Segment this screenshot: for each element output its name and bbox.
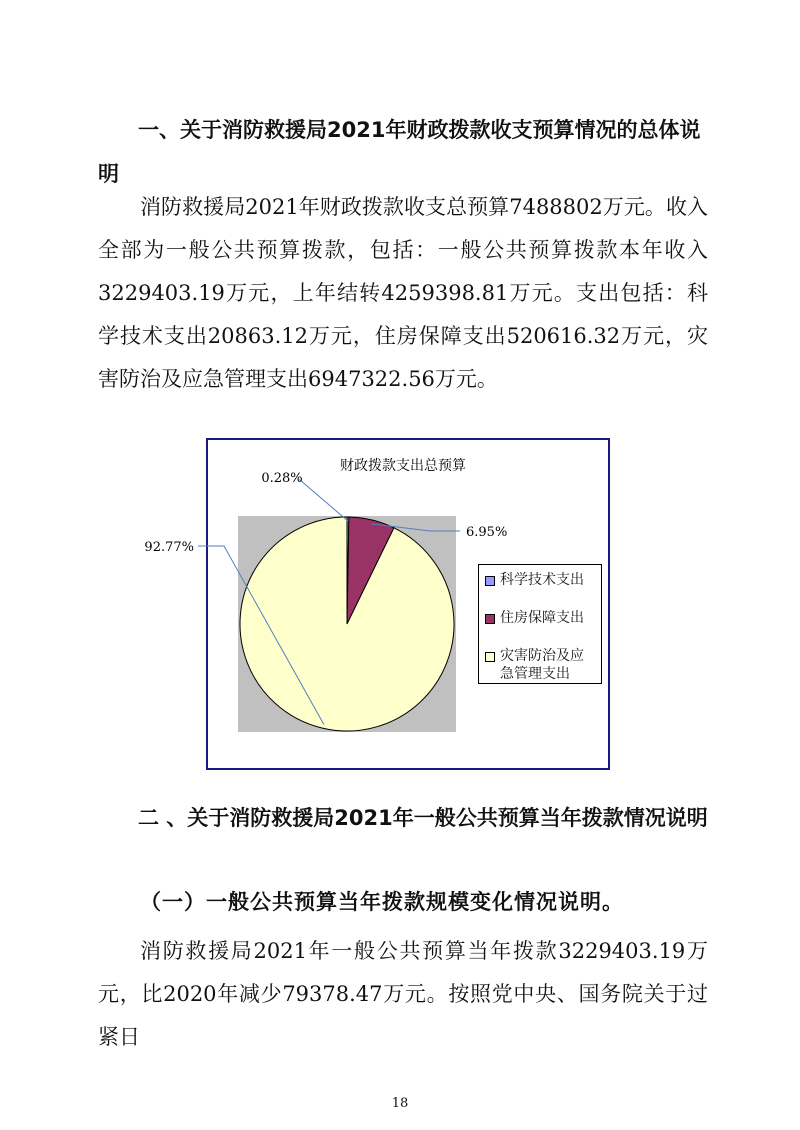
legend-label-disaster-line1: 灾害防治及应 [500, 648, 584, 664]
legend-label-science: 科学技术支出 [500, 572, 584, 588]
legend-swatch-housing [485, 614, 495, 624]
section2-paragraph: 消防救援局2021年一般公共预算当年拨款3229403.19万元，比2020年减少79378.47万元。按照党中央、国务院关于过紧日 [98, 939, 708, 1049]
legend-label-disaster-line2: 急管理支出 [500, 666, 570, 682]
legend-swatch-science [485, 576, 495, 586]
chart-legend [478, 564, 602, 684]
data-label: 0.28% [261, 471, 303, 486]
legend-label-housing: 住房保障支出 [500, 610, 584, 626]
section1-heading: 一、关于消防救援局2021年财政拨款收支预算情况的总体说明 [98, 118, 701, 186]
legend-item-housing [485, 609, 584, 627]
data-label: 92.77% [144, 540, 194, 555]
legend-swatch-disaster [485, 652, 495, 662]
legend-item-science [485, 571, 584, 589]
pie-chart-frame [144, 438, 610, 770]
page-number: 18 [391, 1096, 409, 1111]
legend-item-disaster [485, 647, 584, 683]
section2-heading: 二 、关于消防救援局2021年一般公共预算当年拨款情况说明 [138, 806, 708, 830]
section2-subheading: （一）一般公共预算当年拨款规模变化情况说明。 [140, 889, 624, 914]
leader-line [298, 480, 348, 521]
chart-title: 财政拨款支出总预算 [340, 458, 466, 474]
pie-slice [240, 517, 454, 731]
data-label: 6.95% [466, 525, 508, 540]
legend-label-disaster [500, 647, 584, 683]
section1-paragraph: 消防救援局2021年财政拨款收支总预算7488802万元。收入全部为一般公共预算拨款，包括：一般公共预算拨款本年收入3229403.19万元，上年结转4259398.81万元。支出包括：科学技术支出20863.12万元，住房保障支出520616.32万元，灾害防治及应急管理支出6947322.56万元。 [98, 195, 708, 391]
